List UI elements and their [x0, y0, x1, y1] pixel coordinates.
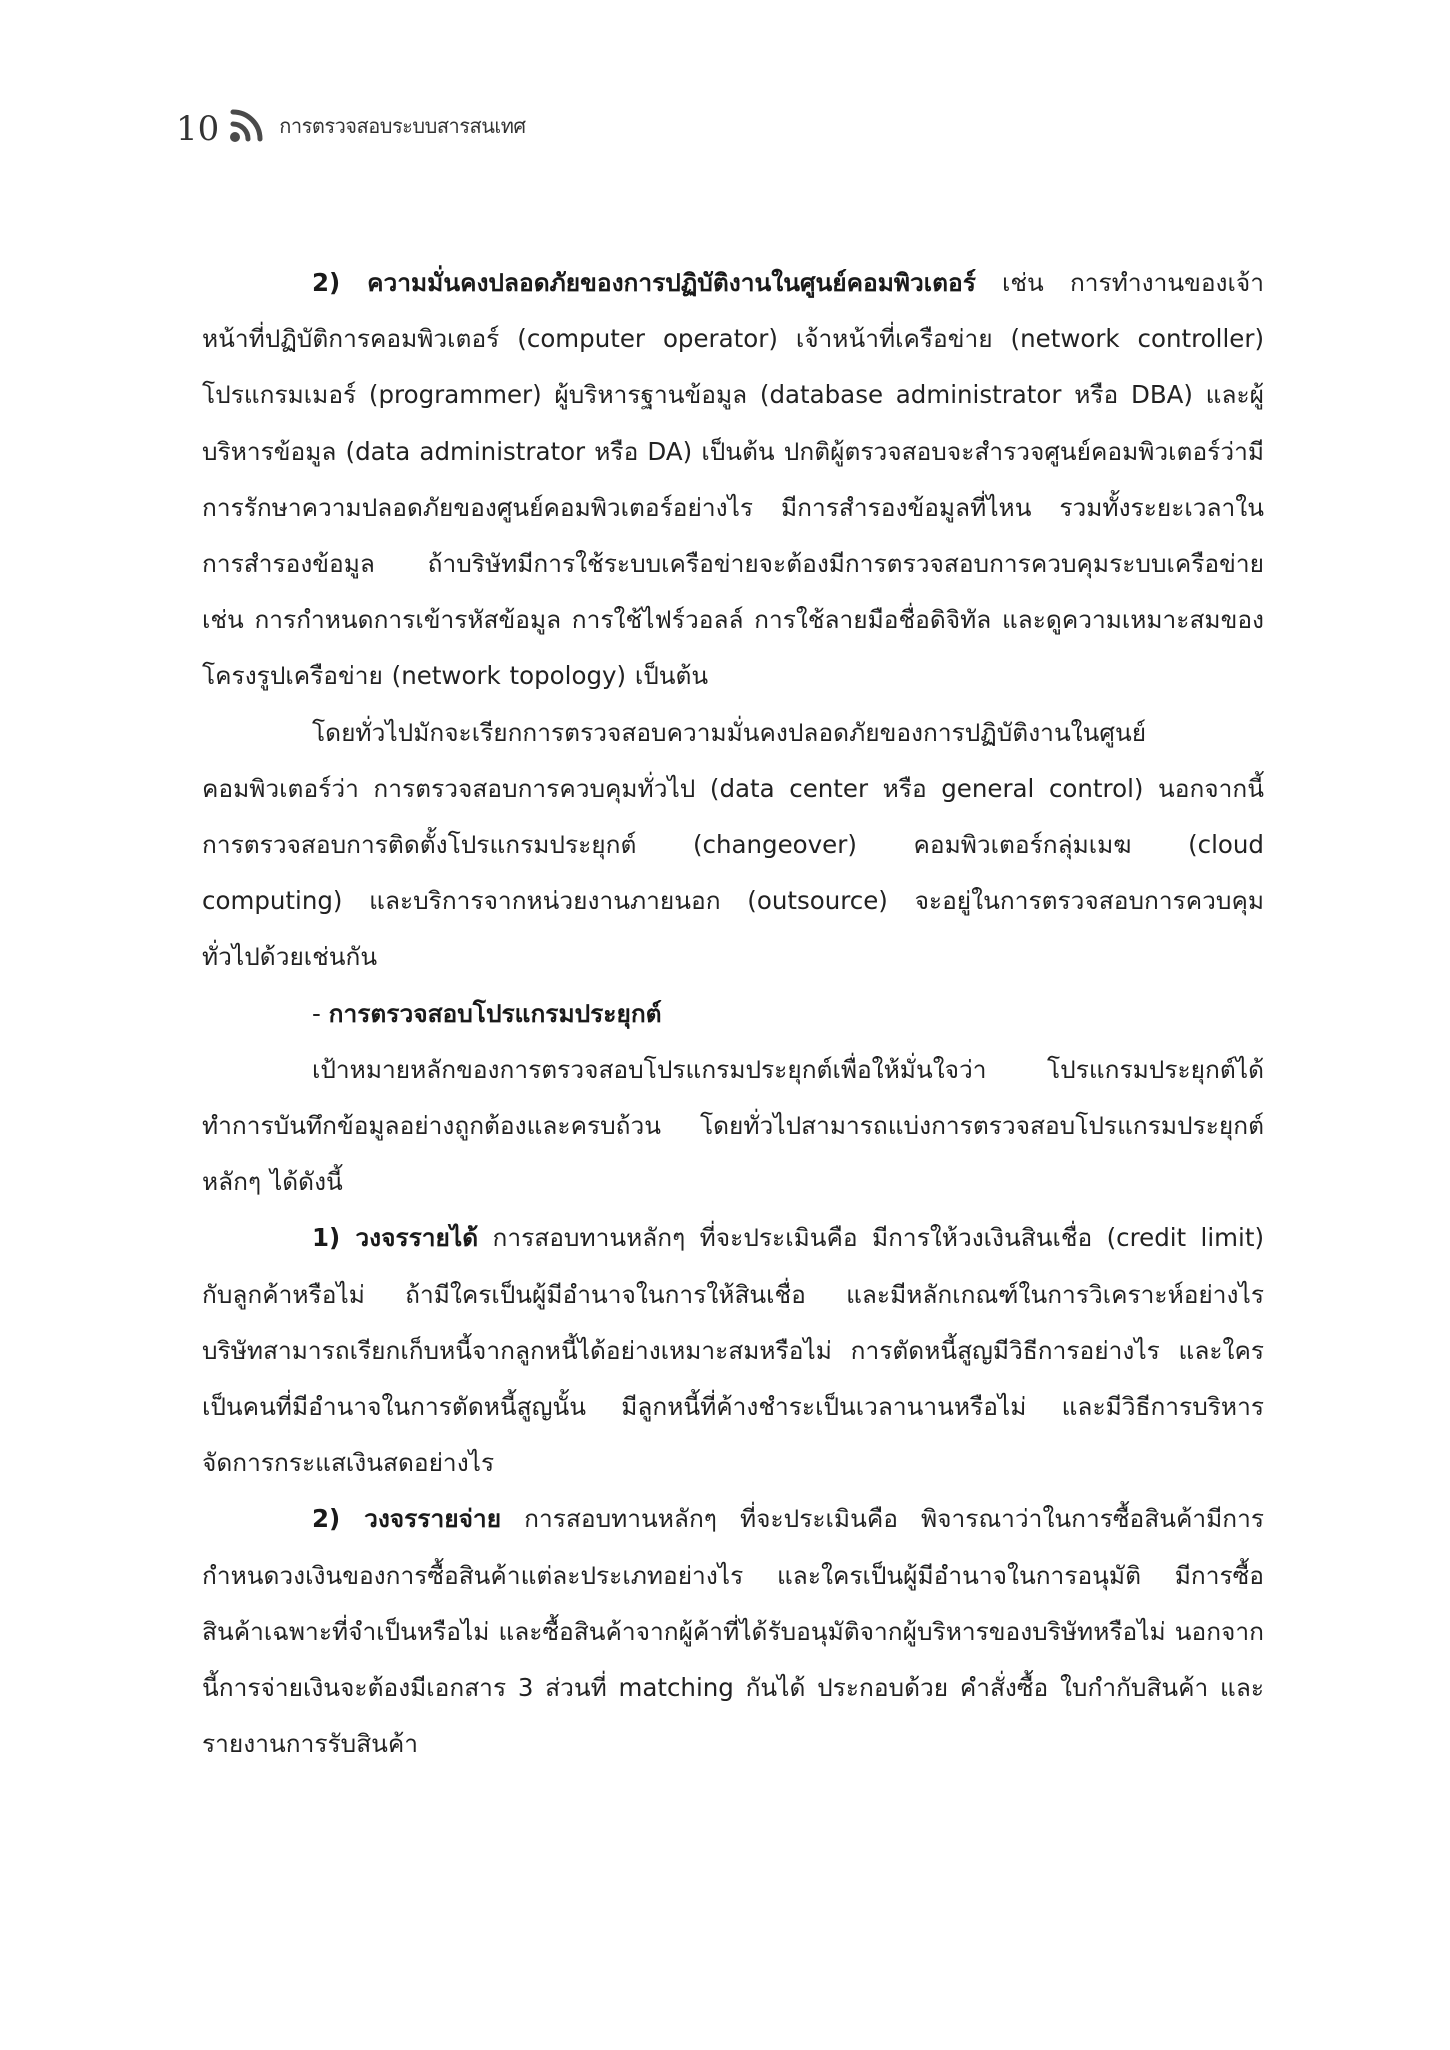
paragraph-revenue-cycle [202, 1210, 1264, 1491]
paragraph-lead: 2) วงจรรายจ่าย [312, 1504, 502, 1534]
paragraph-text: โดยทั่วไปมักจะเรียกการตรวจสอบความมั่นคงปลอดภัยของการปฏิบัติงานในศูนย์คอมพิวเตอร์ว่า การตรวจสอบการควบคุมทั่วไป (data center หรือ general control) นอกจากนี้การตรวจสอบการติดตั้งโปรแกรมประยุกต์ (changeover) คอมพิวเตอร์กลุ่มเมฆ (cloud computing) และบริการจากหน่วยงานภายนอก (outsource) จะอยู่ในการตรวจสอบการควบคุมทั่วไปด้วยเช่นกัน [202, 717, 1265, 972]
paragraph-expenditure-cycle [202, 1491, 1264, 1772]
signal-wave-icon [229, 104, 269, 144]
heading-text: การตรวจสอบโปรแกรมประยุกต์ [328, 998, 662, 1028]
paragraph-text: เป้าหมายหลักของการตรวจสอบโปรแกรมประยุกต์เพื่อให้มั่นใจว่า โปรแกรมประยุกต์ได้ทำการบันทึกข้อมูลอย่างถูกต้องและครบถ้วน โดยทั่วไปสามารถแบ่งการตรวจสอบโปรแกรมประยุกต์หลักๆ ได้ดังนี้ [202, 1054, 1264, 1197]
paragraph-text: เช่น การทำงานของเจ้าหน้าที่ปฏิบัติการคอมพิวเตอร์ (computer operator) เจ้าหน้าที่เครือข่าย (network controller) โปรแกรมเมอร์ (programmer) ผู้บริหารฐานข้อมูล (database administrator หรือ DBA) และผู้บริหารข้อมูล (data administrator หรือ DA) เป็นต้น ปกติผู้ตรวจสอบจะสำรวจศูนย์คอมพิวเตอร์ว่ามีการรักษาความปลอดภัยของศูนย์คอมพิวเตอร์อย่างไร มีการสำรองข้อมูลที่ไหน รวมทั้งระยะเวลาในการสำรองข้อมูล ถ้าบริษัทมีการใช้ระบบเครือข่ายจะต้องมีการตรวจสอบการควบคุมระบบเครือข่าย เช่น การกำหนดการเข้ารหัสข้อมูล การใช้ไฟร์วอลล์ การใช้ลายมือชื่อดิจิทัล และดูความเหมาะสมของโครงรูปเครือข่าย (network topology) เป็นต้น [202, 268, 1264, 691]
paragraph-application-audit-goal [202, 1042, 1264, 1211]
paragraph-data-center-security [202, 255, 1264, 705]
paragraph-lead: 2) ความมั่นคงปลอดภัยของการปฏิบัติงานในศูนย์คอมพิวเตอร์ [312, 268, 976, 297]
page-number: 10 [176, 109, 220, 149]
section-heading-application-audit [202, 986, 1264, 1042]
paragraph-lead: 1) วงจรรายได้ [312, 1223, 479, 1253]
heading-dash: - [312, 998, 329, 1028]
document-body [202, 255, 1264, 1772]
running-header [176, 96, 526, 149]
running-header-title: การตรวจสอบระบบสารสนเทศ [279, 114, 526, 138]
paragraph-general-control [202, 705, 1264, 986]
paragraph-text: การสอบทานหลักๆ ที่จะประเมินคือ พิจารณาว่าในการซื้อสินค้ามีการกำหนดวงเงินของการซื้อสินค้าแต่ละประเภทอย่างไร และใครเป็นผู้มีอำนาจในการอนุมัติ มีการซื้อสินค้าเฉพาะที่จำเป็นหรือไม่ และซื้อสินค้าจากผู้ค้าที่ได้รับอนุมัติจากผู้บริหารของบริษัทหรือไม่ นอกจากนี้การจ่ายเงินจะต้องมีเอกสาร 3 ส่วนที่ matching กันได้ ประกอบด้วย คำสั่งซื้อ ใบกำกับสินค้า และรายงานการรับสินค้า [202, 1504, 1264, 1759]
paragraph-text: การสอบทานหลักๆ ที่จะประเมินคือ มีการให้วงเงินสินเชื่อ (credit limit) กับลูกค้าหรือไม่ ถ้ามีใครเป็นผู้มีอำนาจในการให้สินเชื่อ และมีหลักเกณฑ์ในการวิเคราะห์อย่างไร บริษัทสามารถเรียกเก็บหนี้จากลูกหนี้ได้อย่างเหมาะสมหรือไม่ การตัดหนี้สูญมีวิธีการอย่างไร และใครเป็นคนที่มีอำนาจในการตัดหนี้สูญนั้น มีลูกหนี้ที่ค้างชำระเป็นเวลานานหรือไม่ และมีวิธีการบริหารจัดการกระแสเงินสดอย่างไร [202, 1223, 1264, 1478]
